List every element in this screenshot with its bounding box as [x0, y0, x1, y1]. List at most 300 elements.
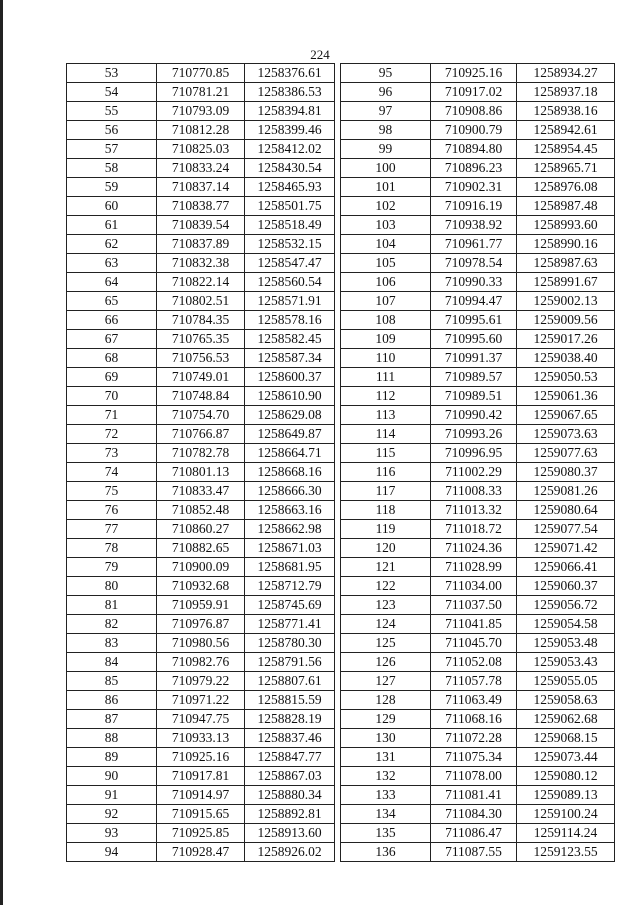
table-row — [341, 292, 615, 311]
table-row — [67, 634, 335, 653]
point-number-cell: 82 — [67, 615, 157, 634]
point-number-cell: 71 — [67, 406, 157, 425]
coordinate-table-right — [340, 63, 615, 862]
point-number-cell: 130 — [341, 729, 431, 748]
y-coordinate-cell: 1258828.19 — [245, 710, 335, 729]
point-number-cell: 101 — [341, 178, 431, 197]
point-number-cell: 111 — [341, 368, 431, 387]
y-coordinate-cell: 1258662.98 — [245, 520, 335, 539]
y-coordinate-cell: 1259067.65 — [517, 406, 615, 425]
table-row — [341, 577, 615, 596]
y-coordinate-cell: 1258976.08 — [517, 178, 615, 197]
x-coordinate-cell: 710971.22 — [157, 691, 245, 710]
table-row — [341, 425, 615, 444]
point-number-cell: 67 — [67, 330, 157, 349]
y-coordinate-cell: 1258465.93 — [245, 178, 335, 197]
point-number-cell: 120 — [341, 539, 431, 558]
y-coordinate-cell: 1259068.15 — [517, 729, 615, 748]
x-coordinate-cell: 711041.85 — [431, 615, 517, 634]
x-coordinate-cell: 710916.19 — [431, 197, 517, 216]
y-coordinate-cell: 1259038.40 — [517, 349, 615, 368]
y-coordinate-cell: 1258771.41 — [245, 615, 335, 634]
y-coordinate-cell: 1259050.53 — [517, 368, 615, 387]
point-number-cell: 112 — [341, 387, 431, 406]
y-coordinate-cell: 1258394.81 — [245, 102, 335, 121]
point-number-cell: 133 — [341, 786, 431, 805]
table-row — [341, 558, 615, 577]
y-coordinate-cell: 1258837.46 — [245, 729, 335, 748]
x-coordinate-cell: 710917.02 — [431, 83, 517, 102]
table-row — [341, 159, 615, 178]
point-number-cell: 77 — [67, 520, 157, 539]
table-row — [341, 634, 615, 653]
point-number-cell: 66 — [67, 311, 157, 330]
table-row — [341, 64, 615, 83]
table-row — [67, 539, 335, 558]
x-coordinate-cell: 710989.51 — [431, 387, 517, 406]
y-coordinate-cell: 1258663.16 — [245, 501, 335, 520]
y-coordinate-cell: 1259077.63 — [517, 444, 615, 463]
table-row — [67, 558, 335, 577]
x-coordinate-cell: 710947.75 — [157, 710, 245, 729]
y-coordinate-cell: 1258600.37 — [245, 368, 335, 387]
x-coordinate-cell: 710793.09 — [157, 102, 245, 121]
x-coordinate-cell: 710837.89 — [157, 235, 245, 254]
table-row — [67, 64, 335, 83]
point-number-cell: 124 — [341, 615, 431, 634]
point-number-cell: 76 — [67, 501, 157, 520]
y-coordinate-cell: 1259017.26 — [517, 330, 615, 349]
x-coordinate-cell: 710894.80 — [431, 140, 517, 159]
y-coordinate-cell: 1259114.24 — [517, 824, 615, 843]
point-number-cell: 127 — [341, 672, 431, 691]
x-coordinate-cell: 710765.35 — [157, 330, 245, 349]
x-coordinate-cell: 710833.47 — [157, 482, 245, 501]
table-row — [67, 368, 335, 387]
point-number-cell: 104 — [341, 235, 431, 254]
table-row — [67, 444, 335, 463]
x-coordinate-cell: 711045.70 — [431, 634, 517, 653]
table-row — [67, 273, 335, 292]
y-coordinate-cell: 1259071.42 — [517, 539, 615, 558]
x-coordinate-cell: 710822.14 — [157, 273, 245, 292]
x-coordinate-cell: 710900.79 — [431, 121, 517, 140]
point-number-cell: 115 — [341, 444, 431, 463]
x-coordinate-cell: 710925.16 — [157, 748, 245, 767]
y-coordinate-cell: 1258993.60 — [517, 216, 615, 235]
y-coordinate-cell: 1259009.56 — [517, 311, 615, 330]
point-number-cell: 105 — [341, 254, 431, 273]
point-number-cell: 122 — [341, 577, 431, 596]
y-coordinate-cell: 1259081.26 — [517, 482, 615, 501]
point-number-cell: 73 — [67, 444, 157, 463]
y-coordinate-cell: 1258745.69 — [245, 596, 335, 615]
point-number-cell: 72 — [67, 425, 157, 444]
table-row — [341, 463, 615, 482]
point-number-cell: 110 — [341, 349, 431, 368]
y-coordinate-cell: 1259053.48 — [517, 634, 615, 653]
x-coordinate-cell: 711087.55 — [431, 843, 517, 862]
table-row — [67, 425, 335, 444]
point-number-cell: 116 — [341, 463, 431, 482]
x-coordinate-cell: 711028.99 — [431, 558, 517, 577]
y-coordinate-cell: 1258913.60 — [245, 824, 335, 843]
table-row — [67, 463, 335, 482]
x-coordinate-cell: 710961.77 — [431, 235, 517, 254]
table-row — [67, 615, 335, 634]
point-number-cell: 79 — [67, 558, 157, 577]
point-number-cell: 85 — [67, 672, 157, 691]
y-coordinate-cell: 1258386.53 — [245, 83, 335, 102]
y-coordinate-cell: 1258376.61 — [245, 64, 335, 83]
y-coordinate-cell: 1258399.46 — [245, 121, 335, 140]
table-row — [341, 672, 615, 691]
point-number-cell: 136 — [341, 843, 431, 862]
page-number: 224 — [310, 47, 330, 62]
point-number-cell: 87 — [67, 710, 157, 729]
table-row — [341, 805, 615, 824]
x-coordinate-cell: 710982.76 — [157, 653, 245, 672]
point-number-cell: 74 — [67, 463, 157, 482]
table-row — [341, 349, 615, 368]
y-coordinate-cell: 1259053.43 — [517, 653, 615, 672]
point-number-cell: 128 — [341, 691, 431, 710]
table-row — [341, 197, 615, 216]
point-number-cell: 106 — [341, 273, 431, 292]
table-row — [341, 368, 615, 387]
x-coordinate-cell: 710989.57 — [431, 368, 517, 387]
y-coordinate-cell: 1258518.49 — [245, 216, 335, 235]
y-coordinate-cell: 1258791.56 — [245, 653, 335, 672]
x-coordinate-cell: 710978.54 — [431, 254, 517, 273]
point-number-cell: 100 — [341, 159, 431, 178]
y-coordinate-cell: 1259080.37 — [517, 463, 615, 482]
x-coordinate-cell: 711081.41 — [431, 786, 517, 805]
point-number-cell: 123 — [341, 596, 431, 615]
table-row — [67, 691, 335, 710]
table-row — [67, 197, 335, 216]
x-coordinate-cell: 710995.61 — [431, 311, 517, 330]
x-coordinate-cell: 710832.38 — [157, 254, 245, 273]
x-coordinate-cell: 711072.28 — [431, 729, 517, 748]
table-row — [67, 178, 335, 197]
table-row — [341, 406, 615, 425]
table-row — [67, 729, 335, 748]
table-row — [67, 501, 335, 520]
y-coordinate-cell: 1259066.41 — [517, 558, 615, 577]
table-row — [341, 102, 615, 121]
x-coordinate-cell: 711068.16 — [431, 710, 517, 729]
y-coordinate-cell: 1258666.30 — [245, 482, 335, 501]
table-row — [67, 292, 335, 311]
table-row — [341, 444, 615, 463]
x-coordinate-cell: 710976.87 — [157, 615, 245, 634]
point-number-cell: 107 — [341, 292, 431, 311]
point-number-cell: 119 — [341, 520, 431, 539]
x-coordinate-cell: 710852.48 — [157, 501, 245, 520]
table-row — [341, 748, 615, 767]
x-coordinate-cell: 711024.36 — [431, 539, 517, 558]
point-number-cell: 58 — [67, 159, 157, 178]
x-coordinate-cell: 710754.70 — [157, 406, 245, 425]
x-coordinate-cell: 710959.91 — [157, 596, 245, 615]
table-row — [67, 482, 335, 501]
table-row — [67, 159, 335, 178]
x-coordinate-cell: 711008.33 — [431, 482, 517, 501]
x-coordinate-cell: 710915.65 — [157, 805, 245, 824]
x-coordinate-cell: 710902.31 — [431, 178, 517, 197]
x-coordinate-cell: 710996.95 — [431, 444, 517, 463]
y-coordinate-cell: 1258712.79 — [245, 577, 335, 596]
point-number-cell: 91 — [67, 786, 157, 805]
y-coordinate-cell: 1259002.13 — [517, 292, 615, 311]
x-coordinate-cell: 710839.54 — [157, 216, 245, 235]
table-row — [67, 672, 335, 691]
point-number-cell: 63 — [67, 254, 157, 273]
table-row — [341, 235, 615, 254]
x-coordinate-cell: 710938.92 — [431, 216, 517, 235]
point-number-cell: 126 — [341, 653, 431, 672]
y-coordinate-cell: 1259061.36 — [517, 387, 615, 406]
y-coordinate-cell: 1258937.18 — [517, 83, 615, 102]
x-coordinate-cell: 710990.42 — [431, 406, 517, 425]
table-row — [67, 786, 335, 805]
x-coordinate-cell: 710802.51 — [157, 292, 245, 311]
x-coordinate-cell: 710917.81 — [157, 767, 245, 786]
point-number-cell: 102 — [341, 197, 431, 216]
table-row — [67, 843, 335, 862]
y-coordinate-cell: 1258578.16 — [245, 311, 335, 330]
y-coordinate-cell: 1258991.67 — [517, 273, 615, 292]
table-row — [341, 140, 615, 159]
point-number-cell: 121 — [341, 558, 431, 577]
x-coordinate-cell: 710756.53 — [157, 349, 245, 368]
table-row — [341, 596, 615, 615]
x-coordinate-cell: 710979.22 — [157, 672, 245, 691]
table-row — [67, 121, 335, 140]
x-coordinate-cell: 710882.65 — [157, 539, 245, 558]
y-coordinate-cell: 1258582.45 — [245, 330, 335, 349]
x-coordinate-cell: 710914.97 — [157, 786, 245, 805]
x-coordinate-cell: 710782.78 — [157, 444, 245, 463]
table-row — [67, 406, 335, 425]
y-coordinate-cell: 1258990.16 — [517, 235, 615, 254]
point-number-cell: 57 — [67, 140, 157, 159]
table-row — [67, 349, 335, 368]
point-number-cell: 83 — [67, 634, 157, 653]
x-coordinate-cell: 710860.27 — [157, 520, 245, 539]
y-coordinate-cell: 1259058.63 — [517, 691, 615, 710]
table-row — [341, 121, 615, 140]
table-row — [67, 235, 335, 254]
y-coordinate-cell: 1259080.64 — [517, 501, 615, 520]
y-coordinate-cell: 1259123.55 — [517, 843, 615, 862]
y-coordinate-cell: 1259077.54 — [517, 520, 615, 539]
y-coordinate-cell: 1258547.47 — [245, 254, 335, 273]
table-row — [341, 387, 615, 406]
y-coordinate-cell: 1258954.45 — [517, 140, 615, 159]
point-number-cell: 69 — [67, 368, 157, 387]
page-edge — [0, 0, 3, 905]
x-coordinate-cell: 710766.87 — [157, 425, 245, 444]
table-row — [341, 311, 615, 330]
point-number-cell: 96 — [341, 83, 431, 102]
point-number-cell: 53 — [67, 64, 157, 83]
x-coordinate-cell: 710994.47 — [431, 292, 517, 311]
x-coordinate-cell: 710933.13 — [157, 729, 245, 748]
point-number-cell: 90 — [67, 767, 157, 786]
point-number-cell: 84 — [67, 653, 157, 672]
point-number-cell: 114 — [341, 425, 431, 444]
y-coordinate-cell: 1259089.13 — [517, 786, 615, 805]
point-number-cell: 64 — [67, 273, 157, 292]
point-number-cell: 59 — [67, 178, 157, 197]
x-coordinate-cell: 710990.33 — [431, 273, 517, 292]
point-number-cell: 108 — [341, 311, 431, 330]
point-number-cell: 131 — [341, 748, 431, 767]
x-coordinate-cell: 710837.14 — [157, 178, 245, 197]
y-coordinate-cell: 1258847.77 — [245, 748, 335, 767]
table-row — [67, 311, 335, 330]
y-coordinate-cell: 1258560.54 — [245, 273, 335, 292]
x-coordinate-cell: 710838.77 — [157, 197, 245, 216]
x-coordinate-cell: 710770.85 — [157, 64, 245, 83]
y-coordinate-cell: 1258867.03 — [245, 767, 335, 786]
table-row — [67, 387, 335, 406]
y-coordinate-cell: 1258668.16 — [245, 463, 335, 482]
point-number-cell: 94 — [67, 843, 157, 862]
x-coordinate-cell: 711057.78 — [431, 672, 517, 691]
y-coordinate-cell: 1258965.71 — [517, 159, 615, 178]
y-coordinate-cell: 1258934.27 — [517, 64, 615, 83]
table-row — [67, 83, 335, 102]
table-row — [67, 805, 335, 824]
point-number-cell: 134 — [341, 805, 431, 824]
x-coordinate-cell: 711063.49 — [431, 691, 517, 710]
point-number-cell: 95 — [341, 64, 431, 83]
y-coordinate-cell: 1258938.16 — [517, 102, 615, 121]
x-coordinate-cell: 710748.84 — [157, 387, 245, 406]
point-number-cell: 88 — [67, 729, 157, 748]
table-row — [67, 102, 335, 121]
x-coordinate-cell: 711002.29 — [431, 463, 517, 482]
table-row — [341, 539, 615, 558]
point-number-cell: 81 — [67, 596, 157, 615]
point-number-cell: 103 — [341, 216, 431, 235]
y-coordinate-cell: 1259073.44 — [517, 748, 615, 767]
point-number-cell: 75 — [67, 482, 157, 501]
x-coordinate-cell: 710749.01 — [157, 368, 245, 387]
point-number-cell: 62 — [67, 235, 157, 254]
table-row — [341, 83, 615, 102]
point-number-cell: 93 — [67, 824, 157, 843]
x-coordinate-cell: 710928.47 — [157, 843, 245, 862]
x-coordinate-cell: 710993.26 — [431, 425, 517, 444]
y-coordinate-cell: 1258942.61 — [517, 121, 615, 140]
y-coordinate-cell: 1258610.90 — [245, 387, 335, 406]
table-row — [67, 216, 335, 235]
x-coordinate-cell: 711086.47 — [431, 824, 517, 843]
point-number-cell: 97 — [341, 102, 431, 121]
table-row — [341, 843, 615, 862]
x-coordinate-cell: 710781.21 — [157, 83, 245, 102]
y-coordinate-cell: 1258629.08 — [245, 406, 335, 425]
y-coordinate-cell: 1258501.75 — [245, 197, 335, 216]
table-row — [341, 729, 615, 748]
y-coordinate-cell: 1258807.61 — [245, 672, 335, 691]
table-row — [67, 254, 335, 273]
y-coordinate-cell: 1258780.30 — [245, 634, 335, 653]
x-coordinate-cell: 711075.34 — [431, 748, 517, 767]
y-coordinate-cell: 1258815.59 — [245, 691, 335, 710]
point-number-cell: 92 — [67, 805, 157, 824]
x-coordinate-cell: 711052.08 — [431, 653, 517, 672]
y-coordinate-cell: 1258587.34 — [245, 349, 335, 368]
table-row — [67, 653, 335, 672]
x-coordinate-cell: 710908.86 — [431, 102, 517, 121]
y-coordinate-cell: 1258664.71 — [245, 444, 335, 463]
x-coordinate-cell: 710784.35 — [157, 311, 245, 330]
point-number-cell: 60 — [67, 197, 157, 216]
y-coordinate-cell: 1258649.87 — [245, 425, 335, 444]
point-number-cell: 117 — [341, 482, 431, 501]
table-row — [341, 273, 615, 292]
table-row — [341, 691, 615, 710]
y-coordinate-cell: 1258892.81 — [245, 805, 335, 824]
y-coordinate-cell: 1259073.63 — [517, 425, 615, 444]
point-number-cell: 54 — [67, 83, 157, 102]
table-row — [67, 767, 335, 786]
y-coordinate-cell: 1258430.54 — [245, 159, 335, 178]
y-coordinate-cell: 1258987.63 — [517, 254, 615, 273]
y-coordinate-cell: 1259080.12 — [517, 767, 615, 786]
table-row — [341, 710, 615, 729]
point-number-cell: 98 — [341, 121, 431, 140]
point-number-cell: 65 — [67, 292, 157, 311]
table-row — [341, 216, 615, 235]
point-number-cell: 118 — [341, 501, 431, 520]
point-number-cell: 86 — [67, 691, 157, 710]
y-coordinate-cell: 1259054.58 — [517, 615, 615, 634]
y-coordinate-cell: 1259060.37 — [517, 577, 615, 596]
table-row — [67, 140, 335, 159]
point-number-cell: 68 — [67, 349, 157, 368]
x-coordinate-cell: 711037.50 — [431, 596, 517, 615]
table-row — [341, 653, 615, 672]
table-row — [67, 520, 335, 539]
point-number-cell: 56 — [67, 121, 157, 140]
x-coordinate-cell: 710900.09 — [157, 558, 245, 577]
table-row — [341, 178, 615, 197]
point-number-cell: 55 — [67, 102, 157, 121]
table-row — [341, 824, 615, 843]
table-row — [67, 577, 335, 596]
table-row — [67, 748, 335, 767]
x-coordinate-cell: 710801.13 — [157, 463, 245, 482]
y-coordinate-cell: 1259062.68 — [517, 710, 615, 729]
x-coordinate-cell: 711078.00 — [431, 767, 517, 786]
x-coordinate-cell: 710995.60 — [431, 330, 517, 349]
y-coordinate-cell: 1258671.03 — [245, 539, 335, 558]
y-coordinate-cell: 1258532.15 — [245, 235, 335, 254]
table-row — [341, 254, 615, 273]
point-number-cell: 113 — [341, 406, 431, 425]
point-number-cell: 135 — [341, 824, 431, 843]
table-row — [67, 596, 335, 615]
table-row — [341, 615, 615, 634]
y-coordinate-cell: 1258987.48 — [517, 197, 615, 216]
y-coordinate-cell: 1258926.02 — [245, 843, 335, 862]
